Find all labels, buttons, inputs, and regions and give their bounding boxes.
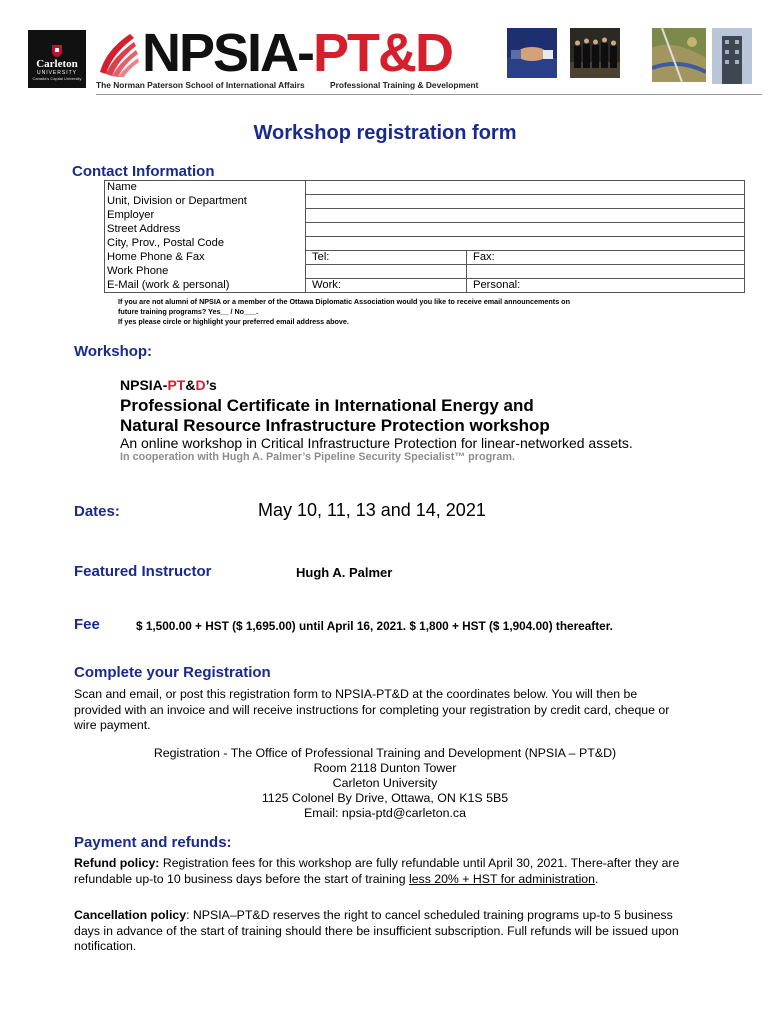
cancellation-label: Cancellation policy <box>74 908 187 922</box>
address-line: Room 2118 Dunton Tower <box>313 761 457 775</box>
row-label-street: Street Address <box>105 223 306 237</box>
table-row <box>105 223 745 237</box>
address-email[interactable]: Email: npsia-ptd@carleton.ca <box>303 806 467 820</box>
registration-paragraph: Scan and email, or post this registration form to NPSIA-PT&D at the coordinates below. You will then be provided with an invoice and will receive instructions for completing your registration by credit card, cheque or wire payment. <box>74 687 670 732</box>
carleton-tagline: Canada's Capital University <box>32 76 82 81</box>
npsia-ptd-wordmark <box>142 24 452 82</box>
work-phone-field[interactable] <box>306 265 467 279</box>
cancellation-text: : NPSIA–PT&D reserves the right to cancel scheduled training programs up-to 5 business days in advance of the start of training should there be insufficient subscription. Full refunds will be issued upon notification. <box>74 908 679 953</box>
personal-email-field[interactable]: Personal: <box>467 279 745 293</box>
table-row <box>105 251 745 265</box>
table-row <box>105 237 745 251</box>
carleton-logo <box>28 30 86 88</box>
dates-value: May 10, 11, 13 and 14, 2021 <box>258 500 486 520</box>
email-announcement-notice <box>118 297 618 327</box>
brand-d: D <box>195 377 206 393</box>
brand-suffix: ’s <box>205 377 217 393</box>
cancellation-policy <box>74 908 686 955</box>
home-fax-field[interactable]: Fax: <box>467 251 745 265</box>
row-label-home-phone: Home Phone & Fax <box>105 251 306 265</box>
refund-policy <box>74 856 686 887</box>
pipeline-photo <box>652 28 706 82</box>
wordmark-ptd: PT&D <box>313 23 453 83</box>
notice-yes-no[interactable]: future training programs? Yes__ / No___. <box>118 307 259 316</box>
unit-name: Professional Training & Development <box>330 80 479 90</box>
fee-value: $ 1,500.00 + HST ($ 1,695.00) until April 16, 2021. $ 1,800 + HST ($ 1,904.00) thereafter. <box>136 619 613 633</box>
row-label-unit: Unit, Division or Department <box>105 195 306 209</box>
refund-label: Refund policy: <box>74 856 160 870</box>
address-line: 1125 Colonel By Drive, Ottawa, ON K1S 5B5 <box>261 791 509 805</box>
work-phone-extra-field[interactable] <box>467 265 745 279</box>
form-title: Workshop registration form <box>253 122 517 144</box>
brand-prefix: NPSIA- <box>120 377 168 393</box>
instructor-label: Featured Instructor <box>74 563 212 580</box>
cooperation-note: In cooperation with Hugh A. Palmer’s Pipeline Security Specialist™ program. <box>120 451 515 463</box>
street-address-field[interactable] <box>306 223 745 237</box>
dates-label-text: Dates <box>74 503 115 520</box>
certificate-title <box>120 396 680 436</box>
table-row <box>105 265 745 279</box>
notice-line-2: If yes please circle or highlight your preferred email address above. <box>118 317 349 326</box>
unit-field[interactable] <box>306 195 745 209</box>
address-line: Carleton University <box>332 776 438 790</box>
brand-amp: & <box>185 377 196 393</box>
registration-heading: Complete your Registration <box>74 664 271 681</box>
workshop-subtitle: An online workshop in Critical Infrastructure Protection for linear-networked assets. <box>120 435 633 451</box>
home-tel-field[interactable]: Tel: <box>306 251 467 265</box>
tower-photo <box>712 28 752 84</box>
row-label-employer: Employer <box>105 209 306 223</box>
city-postal-field[interactable] <box>306 237 745 251</box>
row-label-work-phone: Work Phone <box>105 265 306 279</box>
carleton-university: UNIVERSITY <box>36 70 77 76</box>
table-row <box>105 195 745 209</box>
npsia-stripes-logo-icon <box>96 30 140 78</box>
row-label-email: E-Mail (work & personal) <box>105 279 306 293</box>
certificate-title-line-1: Professional Certificate in International Energy and <box>120 396 534 415</box>
refund-text: Registration fees for this workshop are fully refundable until April 30, 2021. There-after they are refundable up-to 10 business days before the start of training <box>74 856 680 886</box>
fee-label: Fee <box>74 616 100 633</box>
school-name: The Norman Paterson School of International Affairs <box>96 80 305 90</box>
dates-label-colon: : <box>114 503 120 520</box>
table-row <box>105 279 745 293</box>
mailing-address <box>0 746 770 821</box>
header-divider <box>96 94 762 95</box>
crest-icon <box>50 44 64 58</box>
instructor-name: Hugh A. Palmer <box>296 565 393 580</box>
payment-heading: Payment and refunds: <box>74 834 232 851</box>
table-row <box>105 181 745 195</box>
brand-pt: PT <box>167 377 186 393</box>
address-line: Registration - The Office of Professional Training and Development (NPSIA – PT&D) <box>153 746 617 760</box>
work-email-field[interactable]: Work: <box>306 279 467 293</box>
wordmark-npsia: NPSIA- <box>142 23 314 83</box>
carleton-name: Carleton <box>36 58 78 70</box>
name-field[interactable] <box>306 181 745 195</box>
group-photo <box>570 28 620 78</box>
dates-label <box>74 503 120 520</box>
registration-text <box>74 687 686 734</box>
contact-table <box>104 180 745 293</box>
table-row <box>105 209 745 223</box>
brand-line <box>120 377 217 393</box>
notice-line-1: If you are not alumni of NPSIA or a member of the Ottawa Diplomatic Association would you like to receive email announcements on <box>118 297 570 306</box>
refund-end: . <box>594 871 599 886</box>
handshake-photo <box>507 28 557 78</box>
row-label-name: Name <box>105 181 306 195</box>
employer-field[interactable] <box>306 209 745 223</box>
contact-heading: Contact Information <box>72 163 215 180</box>
refund-admin-fee: less 20% + HST for administration <box>408 871 595 886</box>
workshop-heading: Workshop: <box>74 343 153 360</box>
certificate-title-line-2: Natural Resource Infrastructure Protection workshop <box>120 416 550 435</box>
row-label-city: City, Prov., Postal Code <box>105 237 306 251</box>
